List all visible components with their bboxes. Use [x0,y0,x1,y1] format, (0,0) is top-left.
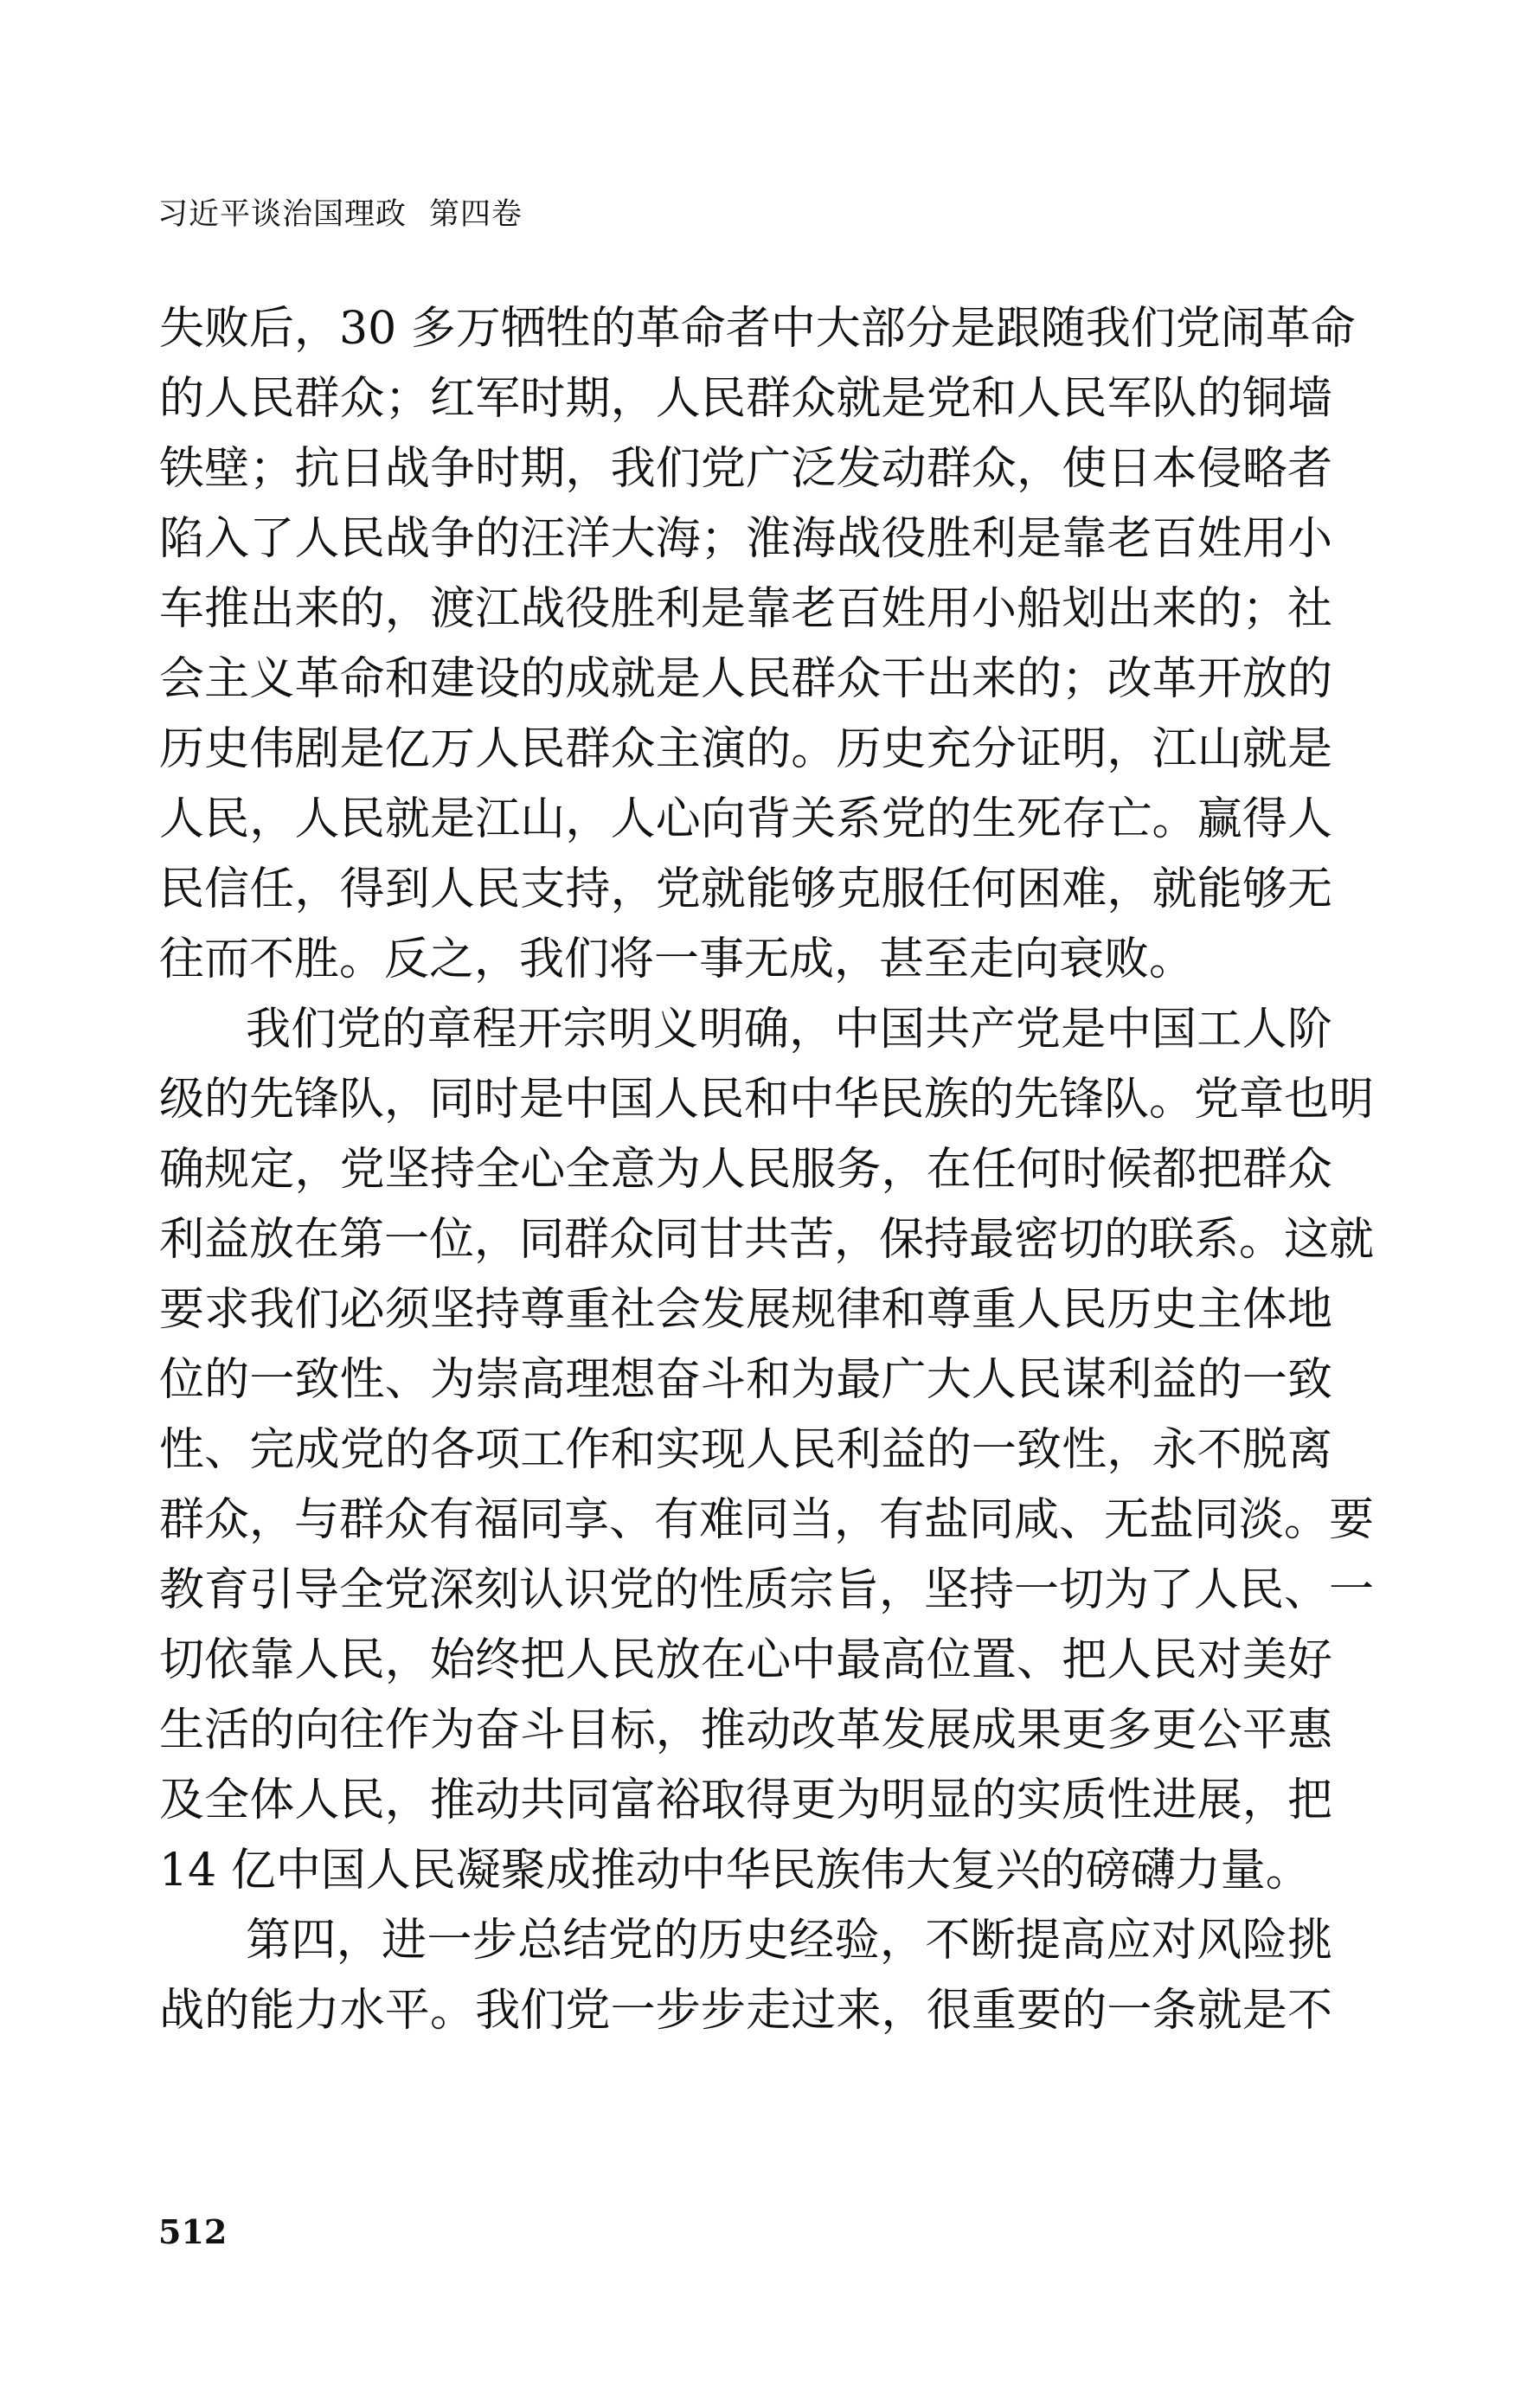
text-line: 位的一致性、为崇高理想奋斗和为最广大人民谋利益的一致 [159,1354,1332,1406]
text-line: 14 亿中国人民凝聚成推动中华民族伟大复兴的磅礴力量。 [159,1845,1311,1897]
text-line: 我们党的章程开宗明义明确，中国共产党是中国工人阶 [246,1004,1332,1056]
text-line: 民信任，得到人民支持，党就能够克服任何困难，就能够无 [159,863,1332,915]
text-line: 性、完成党的各项工作和实现人民利益的一致性，永不脱离 [159,1424,1332,1476]
page-number: 512 [158,2212,228,2251]
paragraph [159,1906,1332,2046]
text-line: 利益放在第一位，同群众同甘共苦，保持最密切的联系。这就 [159,1214,1375,1266]
text-line: 切依靠人民，始终把人民放在心中最高位置、把人民对美好 [159,1634,1332,1686]
volume-label: 第四卷 [429,197,523,232]
text-line: 往而不胜。反之，我们将一事无成，甚至走向衰败。 [159,934,1195,985]
text-line: 生活的向往作为奋斗目标，推动改革发展成果更多更公平惠 [159,1704,1332,1756]
text-line: 要求我们必须坚持尊重社会发展规律和尊重人民历史主体地 [159,1284,1332,1336]
text-line: 及全体人民，推动共同富裕取得更为明显的实质性进展，把 [159,1775,1332,1826]
text-line: 会主义革命和建设的成就是人民群众干出来的；改革开放的 [159,653,1332,705]
book-title: 习近平谈治国理政 [157,197,407,232]
text-line: 人民，人民就是江山，人心向背关系党的生死存亡。赢得人 [159,793,1332,845]
paragraph [159,995,1375,1906]
body-text [159,294,1375,2046]
text-line: 群众，与群众有福同享、有难同当，有盐同咸、无盐同淡。要 [159,1494,1375,1546]
text-line: 历史伟剧是亿万人民群众主演的。历史充分证明，江山就是 [159,723,1332,775]
running-header [157,196,523,234]
text-line: 第四，进一步总结党的历史经验，不断提高应对风险挑 [246,1915,1332,1967]
text-line: 车推出来的，渡江战役胜利是靠老百姓用小船划出来的；社 [159,583,1332,635]
text-line: 的人民群众；红军时期，人民群众就是党和人民军队的铜墙 [159,373,1332,425]
text-line: 级的先锋队，同时是中国人民和中华民族的先锋队。党章也明 [159,1074,1375,1126]
paragraph [159,294,1356,995]
text-line: 教育引导全党深刻认识党的性质宗旨，坚持一切为了人民、一 [159,1564,1375,1616]
text-line: 战的能力水平。我们党一步步走过来，很重要的一条就是不 [159,1985,1332,2037]
text-line: 陷入了人民战争的汪洋大海；淮海战役胜利是靠老百姓用小 [159,513,1332,565]
text-line: 铁壁；抗日战争时期，我们党广泛发动群众，使日本侵略者 [159,443,1332,495]
text-line: 失败后，30 多万牺牲的革命者中大部分是跟随我们党闹革命 [159,303,1356,355]
text-line: 确规定，党坚持全心全意为人民服务，在任何时候都把群众 [159,1144,1332,1196]
